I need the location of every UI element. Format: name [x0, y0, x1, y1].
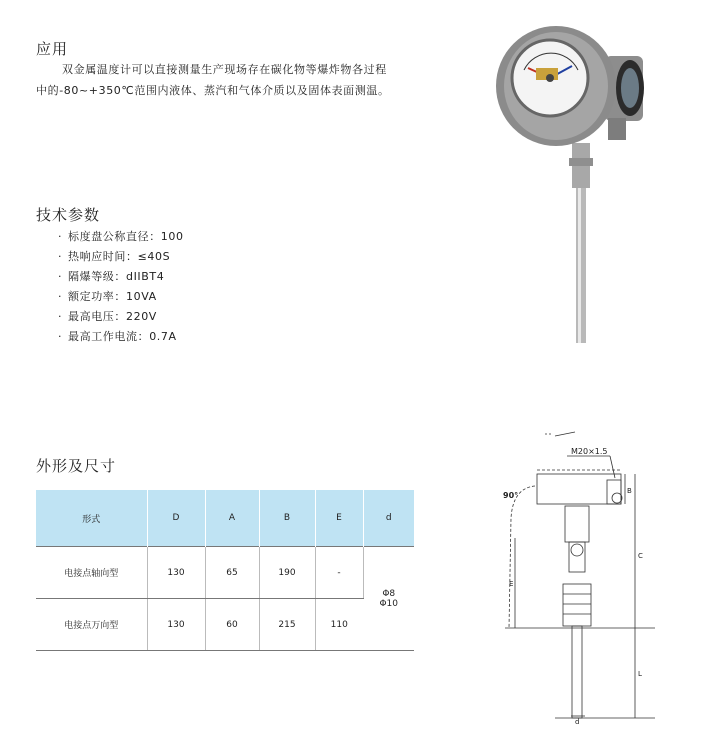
cell-A: 65 [205, 547, 259, 599]
cell-D: 130 [147, 599, 205, 651]
cell-A: 60 [205, 599, 259, 651]
dim-L: L [638, 670, 642, 678]
table-row [36, 599, 414, 651]
header-d: d [363, 490, 414, 547]
tech-title: 技术参数 [36, 206, 101, 224]
header-E: E [315, 490, 363, 547]
spec-item: · 标度盘公称直径：100 [58, 230, 184, 243]
spec-item: · 最高工作电流：0.7A [58, 330, 177, 343]
spec-item: · 隔爆等级：dIIBT4 [58, 270, 165, 283]
header-B: B [259, 490, 315, 547]
dimensions-table [36, 490, 414, 651]
dim-d: d [575, 718, 580, 726]
angle-label: 90° [503, 491, 519, 500]
application-line-2: 中的-80~+350℃范围内液体、蒸汽和气体介质以及固体表面测温。 [36, 84, 390, 97]
cell-type: 电接点万向型 [36, 599, 147, 651]
application-description [36, 59, 456, 101]
cell-B: 215 [259, 599, 315, 651]
dimensions-title: 外形及尺寸 [36, 457, 117, 475]
application-title: 应用 [36, 40, 69, 58]
spec-item: · 额定功率：10VA [58, 290, 157, 303]
spec-item: · 最高电压：220V [58, 310, 157, 323]
cell-E: 110 [315, 599, 363, 651]
table-row [36, 547, 414, 599]
thread-label: M20×1.5 [571, 447, 608, 456]
header-D: D [147, 490, 205, 547]
dim-C: C [638, 552, 643, 560]
spec-item: · 热响应时间：≤40S [58, 250, 171, 263]
table-header-row [36, 490, 414, 547]
header-A: A [205, 490, 259, 547]
dimension-drawing [495, 428, 660, 728]
application-line-1: 双金属温度计可以直接测量生产现场存在碳化物等爆炸物各过程 [62, 63, 387, 76]
tech-spec-list [58, 227, 184, 347]
cell-B: 190 [259, 547, 315, 599]
cell-d: Φ8 Φ10 [363, 547, 414, 651]
header-type: 形式 [36, 490, 147, 547]
cell-D: 130 [147, 547, 205, 599]
dim-B: B [627, 487, 632, 495]
cell-type: 电接点轴向型 [36, 547, 147, 599]
dim-E: E [509, 580, 514, 588]
cell-E: - [315, 547, 363, 599]
thermometer-photo [490, 18, 650, 348]
